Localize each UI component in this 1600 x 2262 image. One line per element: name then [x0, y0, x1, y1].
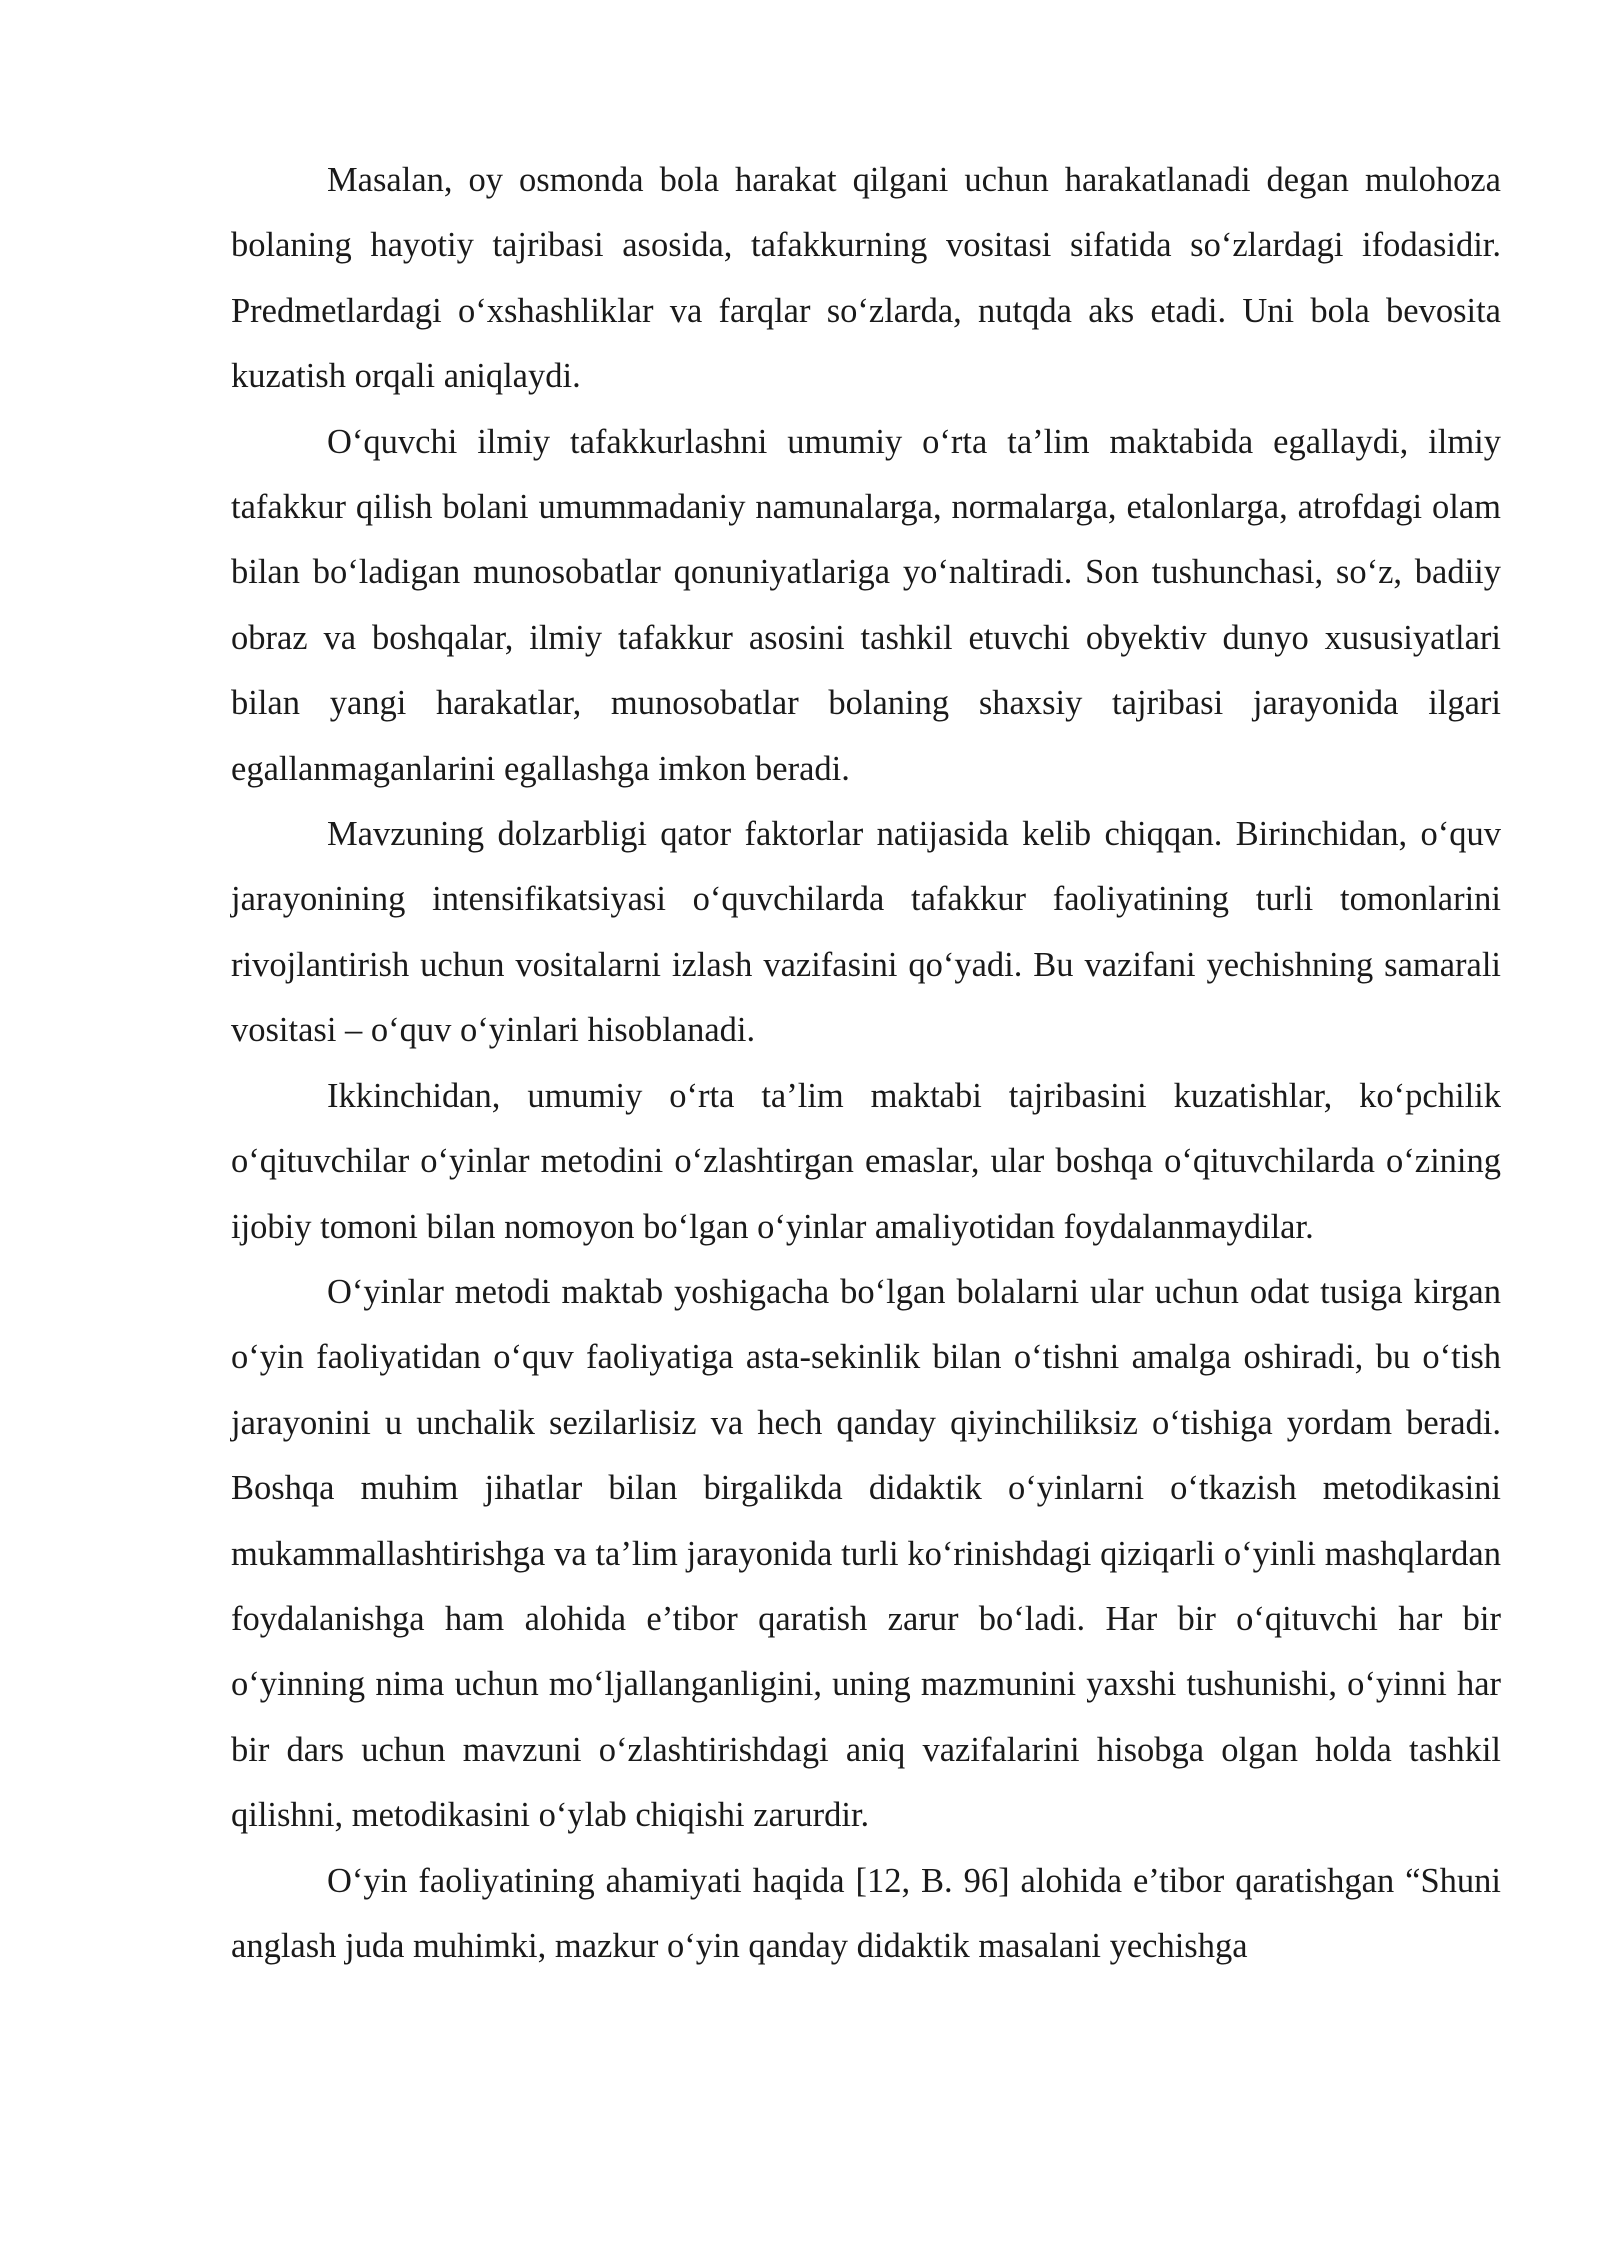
paragraph: Mavzuning dolzarbligi qator faktorlar natijasida kelib chiqqan. Birinchidan, o‘quv jarayonining intensifikatsiyasi o‘quvchilarda tafakkur faoliyatining turli tomonlarini rivojlantirish uchun vositalarni izlash vazifasini qo‘yadi. Bu vazifani yechishning samarali vositasi – o‘quv o‘yinlari hisoblanadi.	[231, 815, 1501, 1050]
body-text	[231, 148, 1501, 1979]
paragraph: Ikkinchidan, umumiy o‘rta ta’lim maktabi tajribasini kuzatishlar, ko‘pchilik o‘qituvchilar o‘yinlar metodini o‘zlashtirgan emaslar, ular boshqa o‘qituvchilarda o‘zining ijobiy tomoni bilan nomoyon bo‘lgan o‘yinlar amaliyotidan foydalanmaydilar.	[231, 1076, 1501, 1246]
paragraph: O‘yin faoliyatining ahamiyati haqida [12, B. 96] alohida e’tibor qaratishgan “Shuni anglash juda muhimki, mazkur o‘yin qanday didaktik masalani yechishga	[231, 1861, 1501, 1965]
paragraph: Masalan, oy osmonda bola harakat qilgani uchun harakatlanadi degan mulohoza bolaning hayotiy tajribasi asosida, tafakkurning vositasi sifatida so‘zlardagi ifodasidir. Predmetlardagi o‘xshashliklar va farqlar so‘zlarda, nutqda aks etadi. Uni bola bevosita kuzatish orqali aniqlaydi.	[231, 161, 1501, 396]
paragraph: O‘yinlar metodi maktab yoshigacha bo‘lgan bolalarni ular uchun odat tusiga kirgan o‘yin faoliyatidan o‘quv faoliyatiga asta-sekinlik bilan o‘tishni amalga oshiradi, bu o‘tish jarayonini u unchalik sezilarlisiz va hech qanday qiyinchiliksiz o‘tishiga yordam beradi. Boshqa muhim jihatlar bilan birgalikda didaktik o‘yinlarni o‘tkazish metodikasini mukammallashtirishga va ta’lim jarayonida turli ko‘rinishdagi qiziqarli o‘yinli mashqlardan foydalanishga ham alohida e’tibor qaratish zarur bo‘ladi. Har bir o‘qituvchi har bir o‘yinning nima uchun mo‘ljallanganligini, uning mazmunini yaxshi tushunishi, o‘yinni har bir dars uchun mavzuni o‘zlashtirishdagi aniq vazifalarini hisobga olgan holda tashkil qilishni, metodikasini o‘ylab chiqishi zarurdir.	[231, 1272, 1501, 1835]
paragraph: O‘quvchi ilmiy tafakkurlashni umumiy o‘rta ta’lim maktabida egallaydi, ilmiy tafakkur qilish bolani umummadaniy namunalarga, normalarga, etalonlarga, atrofdagi olam bilan bo‘ladigan munosobatlar qonuniyatlariga yo‘naltiradi. Son tushunchasi, so‘z, badiiy obraz va boshqalar, ilmiy tafakkur asosini tashkil etuvchi obyektiv dunyo xususiyatlari bilan yangi harakatlar, munosobatlar bolaning shaxsiy tajribasi jarayonida ilgari egallanmaganlarini egallashga imkon beradi.	[231, 422, 1501, 788]
